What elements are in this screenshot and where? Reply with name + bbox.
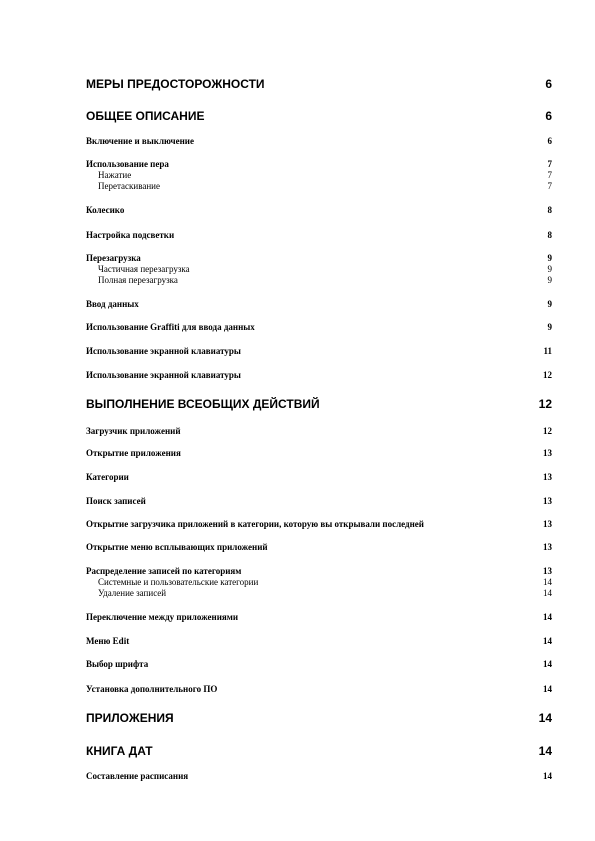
toc-entry-page-number: 13 xyxy=(543,448,552,458)
toc-entry-level-3[interactable] xyxy=(86,170,552,181)
toc-entry-page-number: 13 xyxy=(543,542,552,552)
toc-entry-title: Перетаскивание xyxy=(98,181,160,191)
toc-entry-title: Открытие меню всплывающих приложений xyxy=(86,542,268,552)
toc-entry-page-number: 9 xyxy=(547,322,552,332)
toc-entry-level-2[interactable] xyxy=(86,136,552,147)
toc-entry-page-number: 12 xyxy=(538,397,552,411)
toc-entry-title: Удаление записей xyxy=(98,588,167,598)
toc-entry-title: Полная перезагрузка xyxy=(98,275,178,285)
toc-entry-title: Использование экранной клавиатуры xyxy=(86,346,241,356)
toc-entry-level-2[interactable] xyxy=(86,230,552,241)
toc-entry-page-number: 9 xyxy=(547,253,552,263)
toc-entry-level-2[interactable] xyxy=(86,636,552,647)
toc-entry-level-1[interactable] xyxy=(86,744,552,758)
toc-entry-level-2[interactable] xyxy=(86,566,552,577)
toc-entry-page-number: 8 xyxy=(547,230,552,240)
toc-entry-level-3[interactable] xyxy=(86,264,552,275)
toc-entry-title: Поиск записей xyxy=(86,496,146,506)
toc-entry-page-number: 13 xyxy=(543,496,552,506)
toc-entry-title: Меню Edit xyxy=(86,636,130,646)
toc-entry-title: КНИГА ДАТ xyxy=(86,744,153,758)
toc-entry-title: Составление расписания xyxy=(86,771,189,781)
toc-entry-level-1[interactable] xyxy=(86,77,552,91)
toc-entry-level-2[interactable] xyxy=(86,771,552,782)
toc-entry-page-number: 14 xyxy=(543,771,552,781)
toc-entry-level-2[interactable] xyxy=(86,253,552,264)
toc-entry-page-number: 6 xyxy=(545,109,552,123)
toc-entry-title: Настройка подсветки xyxy=(86,230,175,240)
toc-entry-level-2[interactable] xyxy=(86,322,552,333)
toc-entry-page-number: 8 xyxy=(547,205,552,215)
toc-entry-page-number: 6 xyxy=(547,136,552,146)
toc-entry-title: Использование экранной клавиатуры xyxy=(86,370,241,380)
toc-entry-title: ПРИЛОЖЕНИЯ xyxy=(86,711,174,725)
toc-entry-page-number: 11 xyxy=(543,346,552,356)
toc-entry-page-number: 9 xyxy=(547,264,552,274)
toc-entry-title: Открытие загрузчика приложений в категории, которую вы открывали последней xyxy=(86,519,424,529)
toc-entry-page-number: 13 xyxy=(543,566,552,576)
toc-entry-level-2[interactable] xyxy=(86,519,552,530)
toc-entry-page-number: 9 xyxy=(547,275,552,285)
toc-entry-page-number: 14 xyxy=(543,612,552,622)
toc-entry-page-number: 7 xyxy=(547,181,552,191)
toc-entry-page-number: 14 xyxy=(538,711,552,725)
toc-entry-title: Переключение между приложениями xyxy=(86,612,239,622)
toc-entry-level-2[interactable] xyxy=(86,659,552,670)
toc-entry-level-2[interactable] xyxy=(86,299,552,310)
toc-entry-title: ВЫПОЛНЕНИЕ ВСЕОБЩИХ ДЕЙСТВИЙ xyxy=(86,397,320,411)
toc-entry-page-number: 7 xyxy=(547,159,552,169)
toc-entry-title: Загрузчик приложений xyxy=(86,426,181,436)
toc-entry-title: Нажатие xyxy=(98,170,132,180)
toc-entry-level-2[interactable] xyxy=(86,346,552,357)
toc-entry-title: Использование Graffiti для ввода данных xyxy=(86,322,255,332)
toc-entry-level-2[interactable] xyxy=(86,370,552,381)
toc-entry-title: Частичная перезагрузка xyxy=(98,264,190,274)
toc-entry-level-2[interactable] xyxy=(86,612,552,623)
toc-entry-title: Категории xyxy=(86,472,129,482)
toc-entry-title: МЕРЫ ПРЕДОСТОРОЖНОСТИ xyxy=(86,77,265,91)
toc-entry-page-number: 14 xyxy=(538,744,552,758)
toc-entry-page-number: 14 xyxy=(543,588,552,598)
toc-entry-level-1[interactable] xyxy=(86,397,552,411)
toc-entry-level-2[interactable] xyxy=(86,448,552,459)
toc-entry-page-number: 14 xyxy=(543,577,552,587)
toc-entry-title: Включение и выключение xyxy=(86,136,194,146)
toc-entry-level-1[interactable] xyxy=(86,711,552,725)
toc-entry-title: Открытие приложения xyxy=(86,448,181,458)
toc-entry-level-2[interactable] xyxy=(86,159,552,170)
toc-entry-title: Колесико xyxy=(86,205,125,215)
toc-entry-level-3[interactable] xyxy=(86,577,552,588)
toc-entry-page-number: 6 xyxy=(545,77,552,91)
toc-entry-level-2[interactable] xyxy=(86,684,552,695)
toc-entry-level-2[interactable] xyxy=(86,542,552,553)
toc-entry-page-number: 14 xyxy=(543,684,552,694)
toc-entry-title: Перезагрузка xyxy=(86,253,141,263)
toc-entry-title: Использование пера xyxy=(86,159,169,169)
toc-entry-level-2[interactable] xyxy=(86,496,552,507)
toc-entry-page-number: 9 xyxy=(547,299,552,309)
toc-entry-title: Ввод данных xyxy=(86,299,139,309)
toc-entry-page-number: 12 xyxy=(543,426,552,436)
toc-entry-level-2[interactable] xyxy=(86,426,552,437)
toc-entry-title: ОБЩЕЕ ОПИСАНИЕ xyxy=(86,109,205,123)
toc-entry-page-number: 12 xyxy=(543,370,552,380)
toc-entry-level-3[interactable] xyxy=(86,588,552,599)
toc-entry-page-number: 7 xyxy=(547,170,552,180)
toc-entry-page-number: 14 xyxy=(543,636,552,646)
toc-entry-title: Распределение записей по категориям xyxy=(86,566,242,576)
toc-entry-title: Системные и пользовательские категории xyxy=(98,577,259,587)
toc-entry-title: Установка дополнительного ПО xyxy=(86,684,218,694)
toc-entry-level-2[interactable] xyxy=(86,472,552,483)
toc-entry-page-number: 14 xyxy=(543,659,552,669)
toc-entry-page-number: 13 xyxy=(543,472,552,482)
toc-entry-level-1[interactable] xyxy=(86,109,552,123)
toc-entry-level-3[interactable] xyxy=(86,181,552,192)
toc-entry-level-3[interactable] xyxy=(86,275,552,286)
toc-entry-title: Выбор шрифта xyxy=(86,659,149,669)
toc-entry-page-number: 13 xyxy=(543,519,552,529)
toc-entry-level-2[interactable] xyxy=(86,205,552,216)
